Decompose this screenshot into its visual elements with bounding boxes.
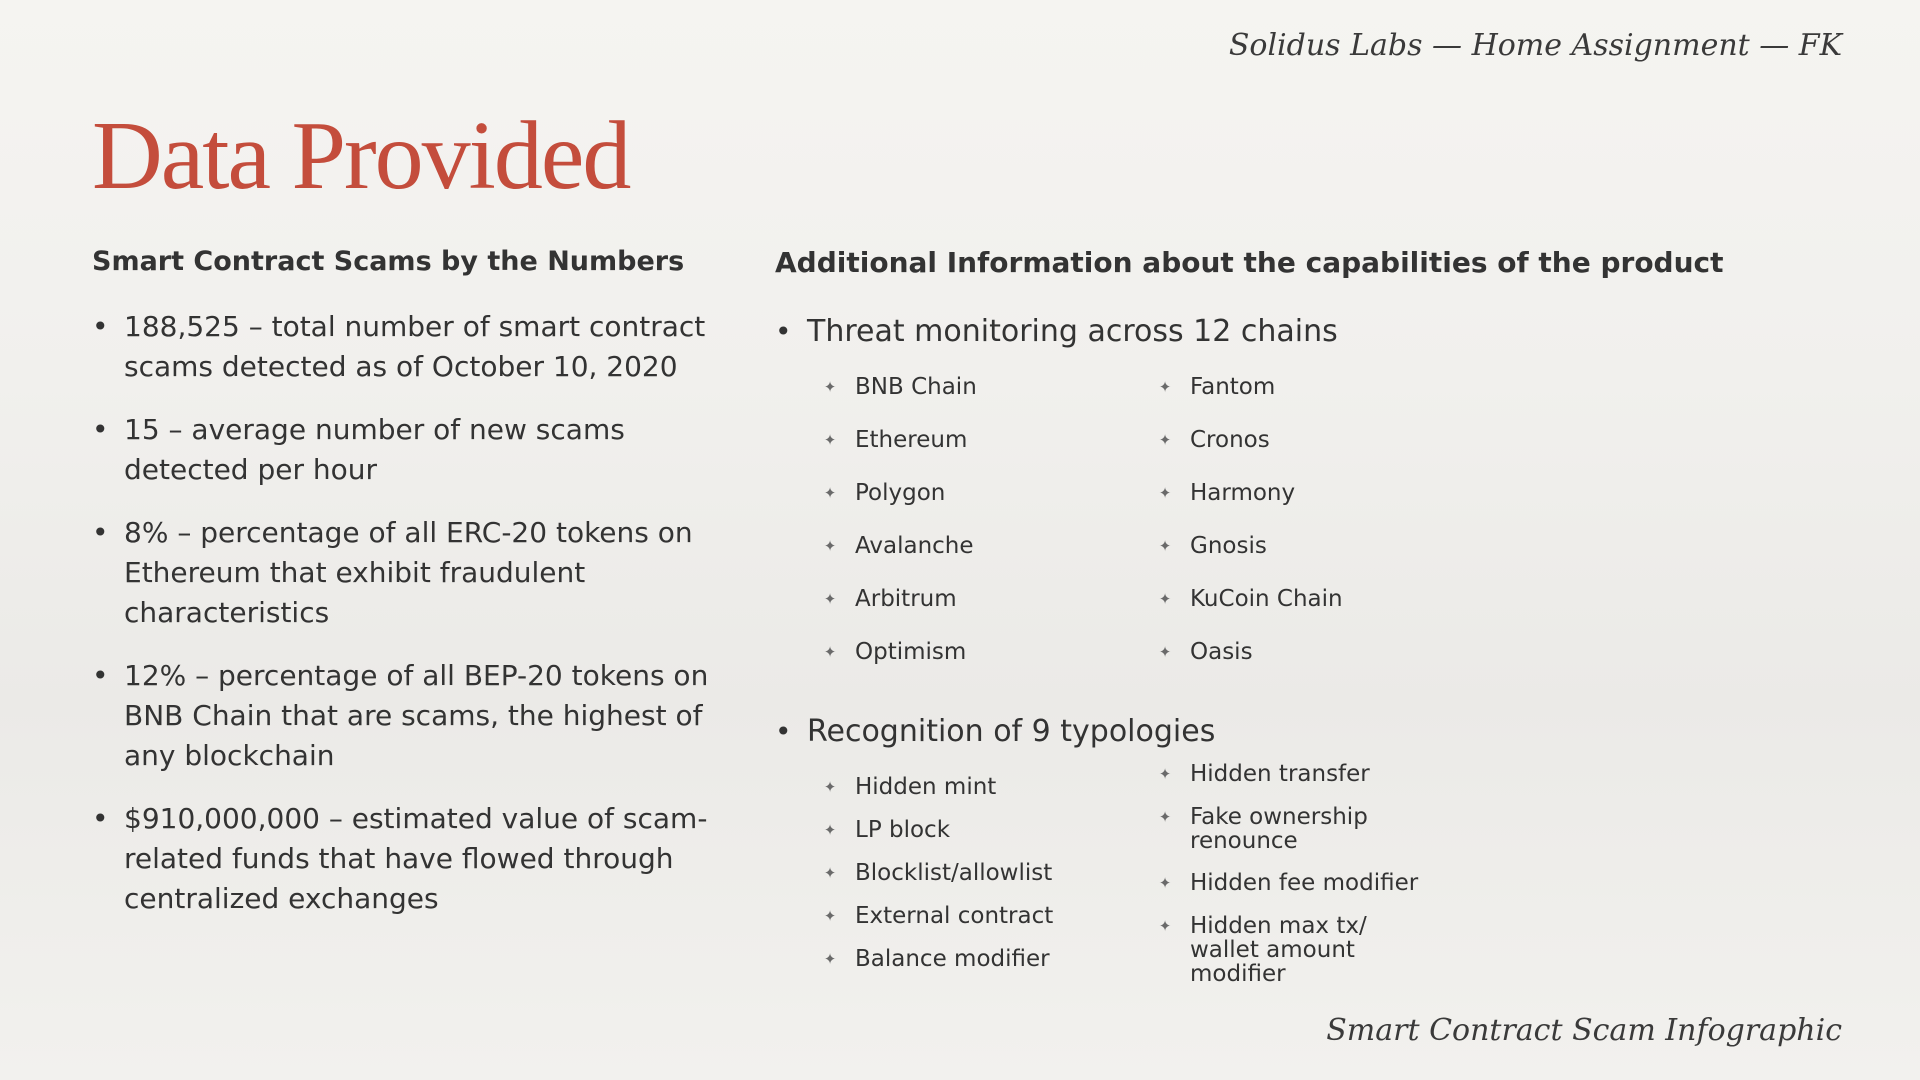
sparkle-icon: ✦	[1158, 874, 1172, 892]
sparkle-icon: ✦	[1158, 643, 1172, 661]
sparkle-icon: ✦	[823, 378, 837, 396]
chain-label: Avalanche	[855, 533, 974, 559]
typology-item	[823, 947, 1095, 971]
stat-item	[92, 307, 732, 387]
typology-label: Balance modifier	[855, 946, 1050, 972]
chain-label: KuCoin Chain	[1190, 586, 1343, 612]
chain-label: Optimism	[855, 639, 967, 665]
typologies-title	[775, 712, 1215, 752]
typology-item	[823, 775, 1095, 799]
chain-item	[1158, 640, 1430, 664]
bullet-icon: •	[92, 802, 109, 835]
scam-statistics-list	[92, 307, 732, 919]
chains-block	[775, 312, 1343, 665]
sparkle-icon: ✦	[823, 484, 837, 502]
chain-item	[1158, 428, 1430, 452]
sparkle-icon: ✦	[1158, 431, 1172, 449]
sparkle-icon: ✦	[823, 537, 837, 555]
stat-text: $910,000,000 – estimated value of scam-related funds that have flowed through centralized exchanges	[124, 802, 708, 915]
stat-item	[92, 799, 732, 919]
page-title: Data Provided	[92, 102, 630, 210]
sparkle-icon: ✦	[823, 590, 837, 608]
bullet-icon: •	[775, 715, 792, 748]
typology-item	[1158, 762, 1430, 786]
chain-item	[823, 587, 1095, 611]
sparkle-icon: ✦	[1158, 590, 1172, 608]
scam-statistics-heading: Smart Contract Scams by the Numbers	[92, 246, 685, 277]
stat-text: 15 – average number of new scams detected per hour	[124, 413, 625, 486]
sparkle-icon: ✦	[1158, 765, 1172, 783]
chain-label: BNB Chain	[855, 374, 977, 400]
typology-label: Hidden max tx/ wallet amount modifier	[1190, 913, 1367, 987]
chain-label: Arbitrum	[855, 586, 957, 612]
bullet-icon: •	[92, 413, 109, 446]
typology-item	[823, 904, 1095, 928]
chains-title	[775, 312, 1338, 352]
chain-item	[823, 481, 1095, 505]
stat-item	[92, 410, 732, 490]
header-note: Solidus Labs — Home Assignment — FK	[1228, 28, 1842, 63]
bullet-icon: •	[92, 659, 109, 692]
scam-statistics-section	[92, 246, 732, 942]
typology-label: External contract	[855, 903, 1054, 929]
chain-item	[1158, 481, 1430, 505]
stat-item	[92, 656, 732, 776]
stat-text: 12% – percentage of all BEP-20 tokens on BNB Chain that are scams, the highest of any blockchain	[124, 659, 709, 772]
chain-label: Gnosis	[1190, 533, 1267, 559]
typology-item	[1158, 914, 1430, 986]
typology-label: Hidden fee modifier	[1190, 870, 1419, 896]
chain-item	[823, 534, 1095, 558]
sparkle-icon: ✦	[1158, 378, 1172, 396]
bullet-icon: •	[92, 516, 109, 549]
sparkle-icon: ✦	[1158, 484, 1172, 502]
footer-note: Smart Contract Scam Infographic	[1326, 1013, 1842, 1048]
typology-item	[823, 818, 1095, 842]
typology-item	[1158, 871, 1430, 895]
typologies-block	[775, 712, 1419, 987]
sparkle-icon: ✦	[823, 907, 837, 925]
sparkle-icon: ✦	[1158, 808, 1172, 826]
bullet-icon: •	[92, 310, 109, 343]
chain-label: Cronos	[1190, 427, 1270, 453]
typology-label: Fake ownership renounce	[1190, 804, 1368, 854]
chain-label: Polygon	[855, 480, 946, 506]
chain-label: Fantom	[1190, 374, 1276, 400]
sparkle-icon: ✦	[1158, 917, 1172, 935]
typology-label: LP block	[855, 817, 951, 843]
stat-text: 8% – percentage of all ERC-20 tokens on Ethereum that exhibit fraudulent characteristics	[124, 516, 693, 629]
sparkle-icon: ✦	[823, 950, 837, 968]
capabilities-section	[775, 246, 1835, 987]
chain-label: Harmony	[1190, 480, 1296, 506]
chain-item	[1158, 587, 1430, 611]
chain-label: Oasis	[1190, 639, 1253, 665]
typology-item	[823, 861, 1095, 885]
sparkle-icon: ✦	[823, 778, 837, 796]
sparkle-icon: ✦	[1158, 537, 1172, 555]
bullet-icon: •	[775, 315, 792, 348]
stat-item	[92, 513, 732, 633]
typology-label: Blocklist/allowlist	[855, 860, 1053, 886]
sparkle-icon: ✦	[823, 864, 837, 882]
stat-text: 188,525 – total number of smart contract scams detected as of October 10, 2020	[124, 310, 706, 383]
capabilities-heading: Additional Information about the capabilities of the product	[775, 246, 1724, 279]
sparkle-icon: ✦	[823, 431, 837, 449]
typology-label: Hidden transfer	[1190, 761, 1370, 787]
typology-label: Hidden mint	[855, 774, 997, 800]
typologies-title-text: Recognition of 9 typologies	[807, 714, 1216, 749]
sparkle-icon: ✦	[823, 821, 837, 839]
typology-item	[1158, 805, 1430, 853]
chains-title-text: Threat monitoring across 12 chains	[807, 314, 1338, 349]
chain-item	[1158, 375, 1430, 399]
chain-item	[1158, 534, 1430, 558]
chain-item	[823, 428, 1095, 452]
chain-item	[823, 640, 1095, 664]
chain-label: Ethereum	[855, 427, 968, 453]
sparkle-icon: ✦	[823, 643, 837, 661]
chain-item	[823, 375, 1095, 399]
